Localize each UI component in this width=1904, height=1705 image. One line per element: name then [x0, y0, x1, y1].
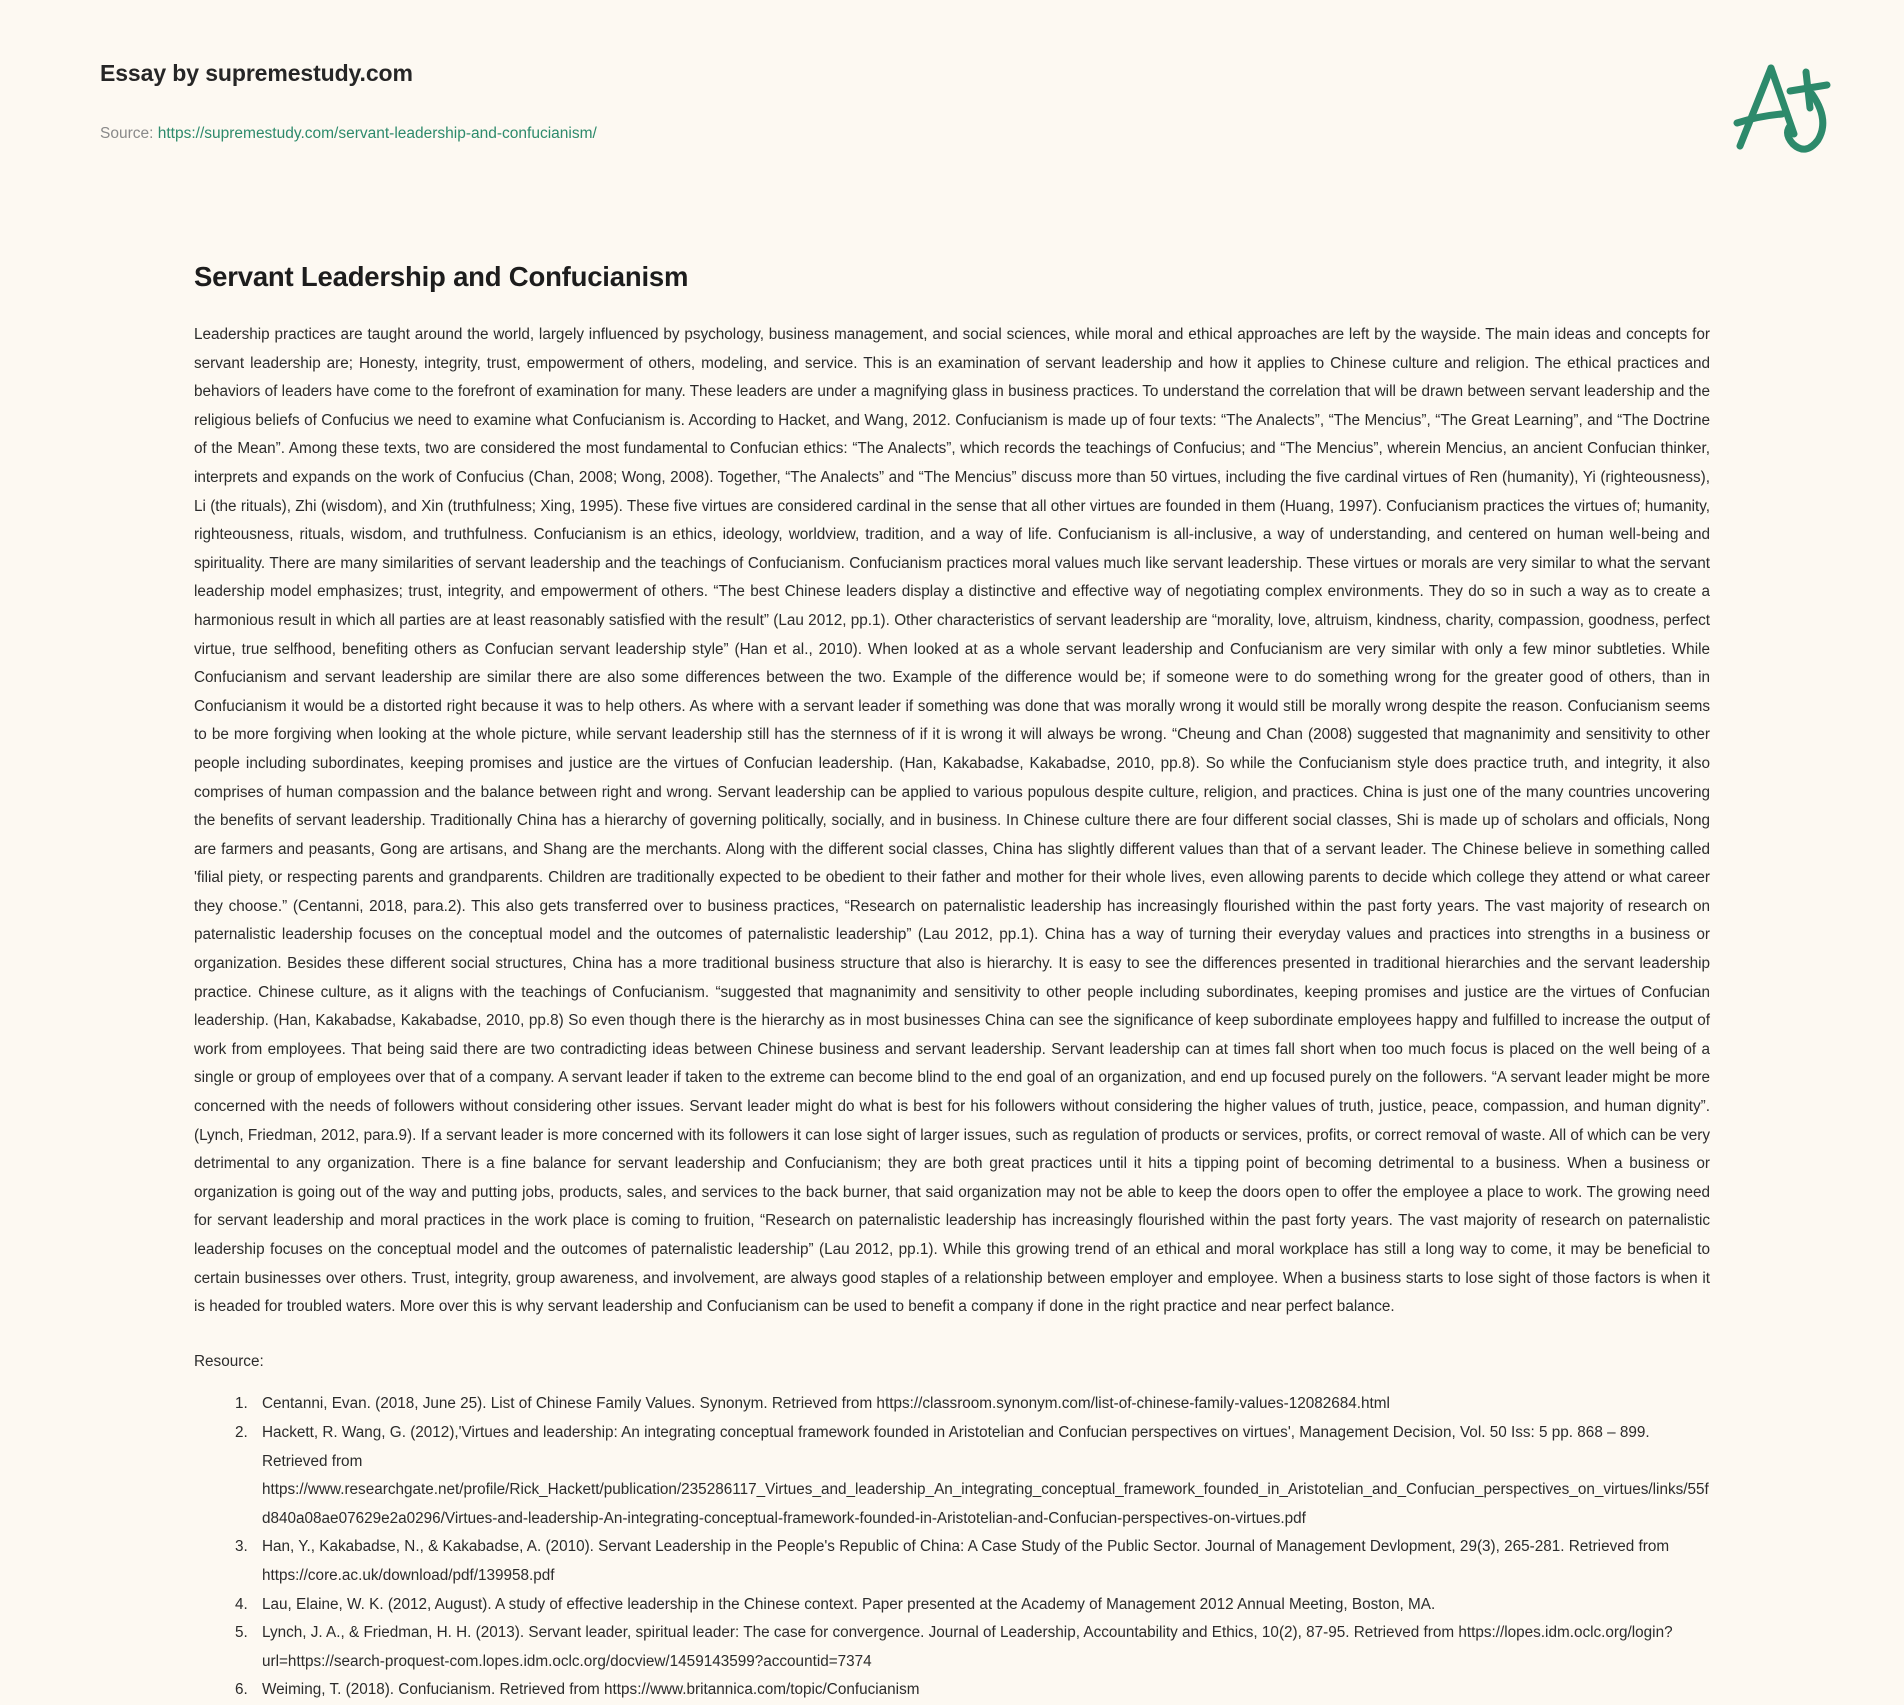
list-item: 1. Centanni, Evan. (2018, June 25). List of Chinese Family Values. Synonym. Retrieved from https://classroom.synonym.com/list-of-chinese-family-values-12082684.html — [252, 1390, 1710, 1419]
source-line — [100, 126, 597, 142]
reference-list — [194, 1390, 1710, 1705]
page-header — [0, 0, 1904, 185]
list-item: 6. Weiming, T. (2018). Confucianism. Retrieved from https://www.britannica.com/topic/Confucianism — [252, 1676, 1710, 1705]
list-item: 3. Han, Y., Kakabadse, N., & Kakabadse, A. (2010). Servant Leadership in the People's Republic of China: A Case Study of the Public Sector. Journal of Management Devlopment, 29(3), 265-281. Retrieved from https://core.ac.uk/download/pdf/139958.pdf — [252, 1533, 1710, 1590]
list-item: 4. Lau, Elaine, W. K. (2012, August). A study of effective leadership in the Chinese context. Paper presented at the Academy of Management 2012 Annual Meeting, Boston, MA. — [252, 1591, 1710, 1620]
source-url-link[interactable]: https://supremestudy.com/servant-leadership-and-confucianism/ — [157, 125, 597, 142]
a-plus-logo-icon — [1726, 52, 1846, 157]
resource-heading: Resource: — [194, 1352, 264, 1370]
essay-paragraph: Leadership practices are taught around the world, largely influenced by psychology, business management, and social sciences, while moral and ethical approaches are left by the wayside. The main ideas and concepts for servant leadership are; Honesty, integrity, trust, empowerment of others, modeling, and service. This is an examination of servant leadership and how it applies to Chinese culture and religion. The ethical practices and behaviors of leaders have come to the forefront of examination for many. These leaders are under a magnifying glass in business practices. To understand the correlation that will be drawn between servant leadership and the religious beliefs of Confucius we need to examine what Confucianism is. According to Hacket, and Wang, 2012. Confucianism is made up of four texts: “The Analects”, “The Mencius”, “The Great Learning”, and “The Doctrine of the Mean”. Among these texts, two are considered the most fundamental to Confucian ethics: “The Analects”, which records the teachings of Confucius; and “The Mencius”, wherein Mencius, an ancient Confucian thinker, interprets and expands on the work of Confucius (Chan, 2008; Wong, 2008). Together, “The Analects” and “The Mencius” discuss more than 50 virtues, including the five cardinal virtues of Ren (humanity), Yi (righteousness), Li (the rituals), Zhi (wisdom), and Xin (truthfulness; Xing, 1995). These five virtues are considered cardinal in the sense that all other virtues are founded in them (Huang, 1997). Confucianism practices the virtues of; humanity, righteousness, rituals, wisdom, and truthfulness. Confucianism is an ethics, ideology, worldview, tradition, and a way of life. Confucianism is all-inclusive, a way of understanding, and centered on human well-being and spirituality. There are many similarities of servant leadership and the teachings of Confucianism. Confucianism practices moral values much like servant leadership. These virtues or morals are very similar to what the servant leadership model emphasizes; trust, integrity, and empowerment of others. “The best Chinese leaders display a distinctive and effective way of negotiating complex environments. They do so in such a way as to create a harmonious result in which all parties are at least reasonably satisfied with the result” (Lau 2012, pp.1). Other characteristics of servant leadership are “morality, love, altruism, kindness, charity, compassion, goodness, perfect virtue, true selfhood, benefiting others as Confucian servant leadership style” (Han et al., 2010). When looked at as a whole servant leadership and Confucianism are very similar with only a few minor subtleties. While Confucianism and servant leadership are similar there are also some differences between the two. Example of the difference would be; if someone were to do something wrong for the greater good of others, than in Confucianism it would be a distorted right because it was to help others. As where with a servant leader if something was done that was morally wrong it would still be morally wrong despite the reason. Confucianism seems to be more forgiving when looking at the whole picture, while servant leadership still has the sternness of if it is wrong it will always be wrong. “Cheung and Chan (2008) suggested that magnanimity and sensitivity to other people including subordinates, keeping promises and justice are the virtues of Confucian leadership. (Han, Kakabadse, Kakabadse, 2010, pp.8). So while the Confucianism style does practice truth, and integrity, it also comprises of human compassion and the balance between right and wrong. Servant leadership can be applied to various populous despite culture, religion, and practices. China is just one of the many countries uncovering the benefits of servant leadership. Traditionally China has a hierarchy of governing politically, socially, and in business. In Chinese culture there are four different social classes, Shi is made up of scholars and officials, Nong are farmers and peasants, Gong are artisans, and Shang are the merchants. Along with the different social classes, China has slightly different values than that of a servant leader. The Chinese believe in something called 'filial piety, or respecting parents and grandparents. Children are traditionally expected to be obedient to their father and mother for their whole lives, even allowing parents to decide which college they attend or what career they choose.” (Centanni, 2018, para.2). This also gets transferred over to business practices, “Research on paternalistic leadership has increasingly flourished within the past forty years. The vast majority of research on paternalistic leadership focuses on the conceptual model and the outcomes of paternalistic leadership” (Lau 2012, pp.1). China has a way of turning their everyday values and practices into strengths in a business or organization. Besides these different social structures, China has a more traditional business structure that also is hierarchy. It is easy to see the differences presented in traditional hierarchies and the servant leadership practice. Chinese culture, as it aligns with the teachings of Confucianism. “suggested that magnanimity and sensitivity to other people including subordinates, keeping promises and justice are the virtues of Confucian leadership. (Han, Kakabadse, Kakabadse, 2010, pp.8) So even though there is the hierarchy as in most businesses China can see the significance of keep subordinate employees happy and fulfilled to increase the output of work from employees. That being said there are two contradicting ideas between Chinese business and servant leadership. Servant leadership can at times fall short when too much focus is placed on the well being of a single or group of employees over that of a company. A servant leader if taken to the extreme can become blind to the end goal of an organization, and end up focused purely on the followers. “A servant leader might be more concerned with the needs of followers without considering other issues. Servant leader might do what is best for his followers without considering the higher values of truth, justice, peace, compassion, and human dignity”. (Lynch, Friedman, 2012, para.9). If a servant leader is more concerned with its followers it can lose sight of larger issues, such as regulation of products or services, profits, or correct removal of waste. All of which can be very detrimental to any organization. There is a fine balance for servant leadership and Confucianism; they are both great practices until it hits a tipping point of becoming detrimental to a business. When a business or organization is going out of the way and putting jobs, products, sales, and services to the back burner, that said organization may not be able to keep the doors open to offer the employee a place to work. The growing need for servant leadership and moral practices in the work place is coming to fruition, “Research on paternalistic leadership has increasingly flourished within the past forty years. The vast majority of research on paternalistic leadership focuses on the conceptual model and the outcomes of paternalistic leadership” (Lau 2012, pp.1). While this growing trend of an ethical and moral workplace has still a long way to come, it may be beneficial to certain businesses over others. Trust, integrity, group awareness, and involvement, are always good staples of a relationship between employer and employee. When a business starts to lose sight of those factors is when it is headed for troubled waters. More over this is why servant leadership and Confucianism can be used to benefit a company if done in the right practice and near perfect balance. — [194, 326, 1710, 1316]
source-label: Source: — [100, 125, 154, 142]
document-body — [0, 185, 1904, 1705]
brand-title: Essay by supremestudy.com — [100, 60, 413, 86]
page-title: Servant Leadership and Confucianism — [194, 261, 689, 292]
list-item: 2. Hackett, R. Wang, G. (2012),'Virtues and leadership: An integrating conceptual framework founded in Aristotelian and Confucian perspectives on virtues', Management Decision, Vol. 50 Iss: 5 pp. 868 – 899. Retrieved from https://www.researchgate.net/profile/Rick_Hackett/publication/235286117_Virtues_and_leadership_An_integrating_conceptual_framework_founded_in_Aristotelian_and_Confucian_perspectives_on_virtues/links/55fd840a08ae07629e2a0296/Virtues-and-leadership-An-integrating-conceptual-framework-founded-in-Aristotelian-and-Confucian-perspectives-on-virtues.pdf — [252, 1419, 1710, 1533]
list-item: 5. Lynch, J. A., & Friedman, H. H. (2013). Servant leader, spiritual leader: The case for convergence. Journal of Leadership, Accountability and Ethics, 10(2), 87-95. Retrieved from https://lopes.idm.oclc.org/login?url=https://search-proquest-com.lopes.idm.oclc.org/docview/1459143599?accountid=7374 — [252, 1619, 1710, 1676]
